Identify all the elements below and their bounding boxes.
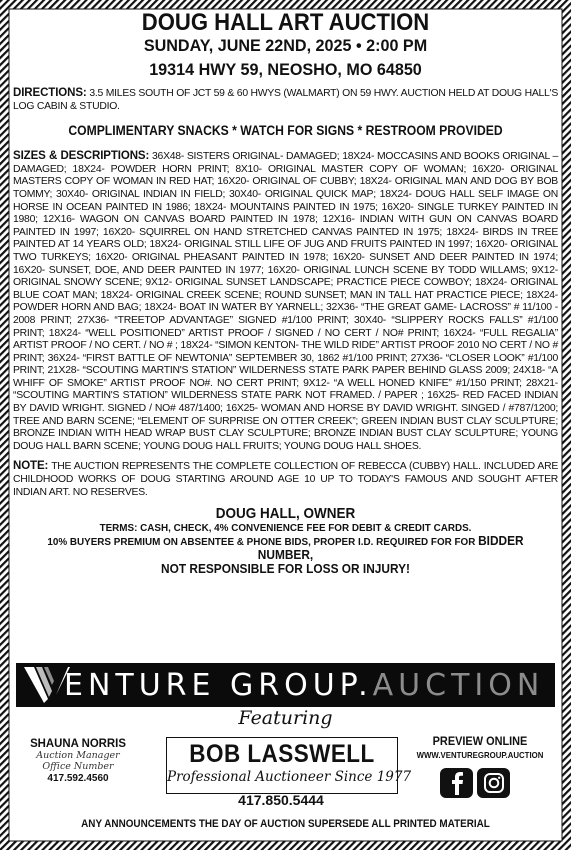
banner-word-accent: AUCTION (372, 667, 545, 703)
terms-line-2 (27, 535, 545, 563)
banner-word-main: ENTURE GROUP. (64, 667, 373, 703)
terms-block (27, 522, 545, 576)
note-label: NOTE: (13, 460, 49, 473)
owner-heading: DOUG HALL, OWNER (215, 505, 356, 523)
terms-line-1: TERMS: CASH, CHECK, 4% CONVENIENCE FEE FOR DEBIT & CREDIT CARDS. (99, 523, 472, 535)
facebook-icon (440, 768, 473, 798)
footer-disclaimer: ANY ANNOUNCEMENTS THE DAY OF AUCTION SUPERSEDE ALL PRINTED MATERIAL (81, 818, 490, 830)
auction-date-time: SUNDAY, JUNE 22ND, 2025 • 2:00 PM (143, 36, 428, 55)
manager-phone: 417.592.4560 (47, 773, 109, 784)
preview-label: PREVIEW ONLINE (432, 736, 528, 748)
auctioneer-phone: 417.850.5444 (238, 792, 324, 808)
directions-text: 3.5 MILES SOUTH OF JCT 59 & 60 HWYS (WALMART) ON 59 HWY. AUCTION HELD AT DOUG HALL'S LOG CABIN & STUDIO. (13, 88, 558, 112)
directions-label: DIRECTIONS: (13, 87, 87, 99)
auction-title: DOUG HALL ART AUCTION (141, 9, 430, 36)
auctioneer-box (166, 737, 412, 794)
terms-line-3: NOT RESPONSIBLE FOR LOSS OR INJURY! (161, 562, 410, 577)
note-text: THE AUCTION REPRESENTS THE COMPLETE COLLECTION OF REBECCA (CUBBY) HALL. INCLUDED ARE CHILDHOOD WORKS OF DOUG STARTING AROUND AGE 10 UP TO TODAY'S FAMOUS AND SOUGHT AFTER INDIAN ART. NO RESERVES. (13, 461, 559, 498)
terms-bidder-number: BIDDER NUMBER, (257, 534, 524, 563)
preview-url: WWW.VENTUREGROUP.AUCTION (416, 750, 544, 760)
note-section (13, 460, 558, 499)
sizes-section (13, 150, 558, 453)
auction-address: 19314 HWY 59, NEOSHO, MO 64850 (149, 60, 422, 79)
manager-role: Auction Manager (36, 750, 120, 761)
auctioneer-name: BOB LASSWELL (189, 740, 375, 768)
complimentary-line: COMPLIMENTARY SNACKS * WATCH FOR SIGNS * RESTROOM PROVIDED (68, 123, 503, 139)
manager-name: SHAUNA NORRIS (30, 736, 126, 750)
directions-section (13, 87, 558, 113)
instagram-icon (477, 768, 510, 798)
terms-line-2-text: 10% BUYERS PREMIUM ON ABSENTEE & PHONE BIDS, PROPER I.D. REQUIRED FOR FOR (47, 537, 479, 549)
banner-wordmark (64, 668, 544, 703)
auctioneer-title: Professional Auctioneer Since 1977 (167, 769, 412, 785)
preview-online (410, 736, 550, 760)
venture-group-banner (16, 663, 555, 707)
social-icons (440, 768, 510, 798)
sizes-text: 36X48- SISTERS ORIGINAL- DAMAGED; 18X24- MOCCASINS AND BOOKS ORIGINAL – DAMAGED; 18X24- POWDER HORN PRINT; 8X10- ORIGINAL MASTER COPY OF WOMAN; 16X20- ORIGINAL MASTERS COPY OF WOMAN IN RED HAT; 16X20- ORIGINAL OF CUBBY; 18X24- ORIGINAL MAN AND DOG BY BOB TOMMY; 30X40- ORIGINAL INDIAN IN FIELD; 30X40- ORIGINAL QUICK MAP; 18X24- DOUG HALL SELF IMAGE ON HORSE IN OCEAN PAINTED IN 1986; 18X24- MOUNTAINS PAINTED IN 1975; 16X20- SINGLE TURKEY PAINTED IN 1980; 12X16- WAGON ON CANVAS BOARD PAINTED IN 1978; 12X16- INDIAN WITH GUN ON CANVAS BOARD PAINTED IN 1997; 16X20- SQUIRREL ON HAND STRETCHED CANVAS PAINTED IN 1975; 18X24- BIRDS IN TREE PAINTED AT 14 YEARS OLD; 18X24- ORIGINAL STILL LIFE OF JUG AND FRUITS PAINTED IN 1997; 16X20- ORIGINAL TWO TURKEYS; 16X20- ORIGINAL PHEASANT PAINTED IN 1978; 16X20- SUNSET AND DEER PAINTED IN 1974; 16X20- SUNSET, DOE, AND DEER PAINTED IN 1977; 16X20- ORIGINAL LUNCH SCENE BY TODD WILLAMS; 9X12- ORIGINAL SNOWY SCENE; 9X12- ORIGINAL SUNSET LANDSCAPE; PRACTICE PIECE COWBOY; 18X24- ORIGINAL BLUE COAT MAN; 18X24- ORIGINAL CREEK SCENE; ROUND SUNSET; MAN IN TALL HAT PRACTICE PIECE; 18X24- POWDER HORN AND BAG; 18X24- BOAT IN WATER BY YARNELL; 32X36- “THE GREAT GAME- LACROSS” # 11/100 - 2008 PRINT; 27X36- “TREETOP ADVANTAGE” SIGNED #1/100 PRINT; 30X40- “SLIPPERY ROCKS FALLS” #1/100 PRINT; 18X24- “WELL POSITIONED” ARTIST PROOF / SIGNED / NO CERT / NO# PRINT; 16X24- “FULL REGALIA” ARTIST PROOF / NO CERT. / NO # ; 18X24- “SIMON KENTON- THE WILD RIDE” ARTIST PROOF 2010 NO CERT / NO # PRINT; 36X24- “FIRST BATTLE OF NEWTONIA” SEPTEMBER 30, 1862 #1/100 PRINT; 27X36- “CLOSER LOOK” #1/100 PRINT; 21X28- “SCOUTING MARTIN'S STATION” WILDERNESS STATE PARK PAPER BEHIND GLASS 2009; 24X18- “A WHIFF OF SMOKE” ARTIST PROOF NO#. NO CERT PRINT; 9X12- “A WELL HONED KNIFE” #1/150 PRINT; 28X21- “SCOUTING MARTIN'S STATION” WILDERNESS STATE PARK NOT FRAMED. / PAPER ; 16X25- RED FACED INDIAN BY DAVID WRIGHT. SIGNED / NO# 487/1400; 16X25- WOMAN AND HORSE BY DAVID WRIGHT. SINGED / #787/1200; TREE AND BARN SCENE; “ELEMENT OF SURPRISE ON OTTER CREEK”; GREEN INDIAN BUST CLAY SCULPTURE; BRONZE INDIAN WITH HEAD WRAP BUST CLAY SCULPTURE; BRONZE INDIAN BUST CLAY SCULPTURE; YOUNG DOUG HALL BARN SCENE; YOUNG DOUG HALL FRUITS; YOUNG DOUG HALL SHOES. (13, 151, 558, 452)
manager-contact (22, 736, 134, 784)
featuring-label: Featuring (238, 707, 333, 729)
manager-office-label: Office Number (42, 761, 114, 772)
sizes-label: SIZES & DESCRIPTIONS: (13, 150, 150, 163)
flyer-content (13, 10, 558, 576)
